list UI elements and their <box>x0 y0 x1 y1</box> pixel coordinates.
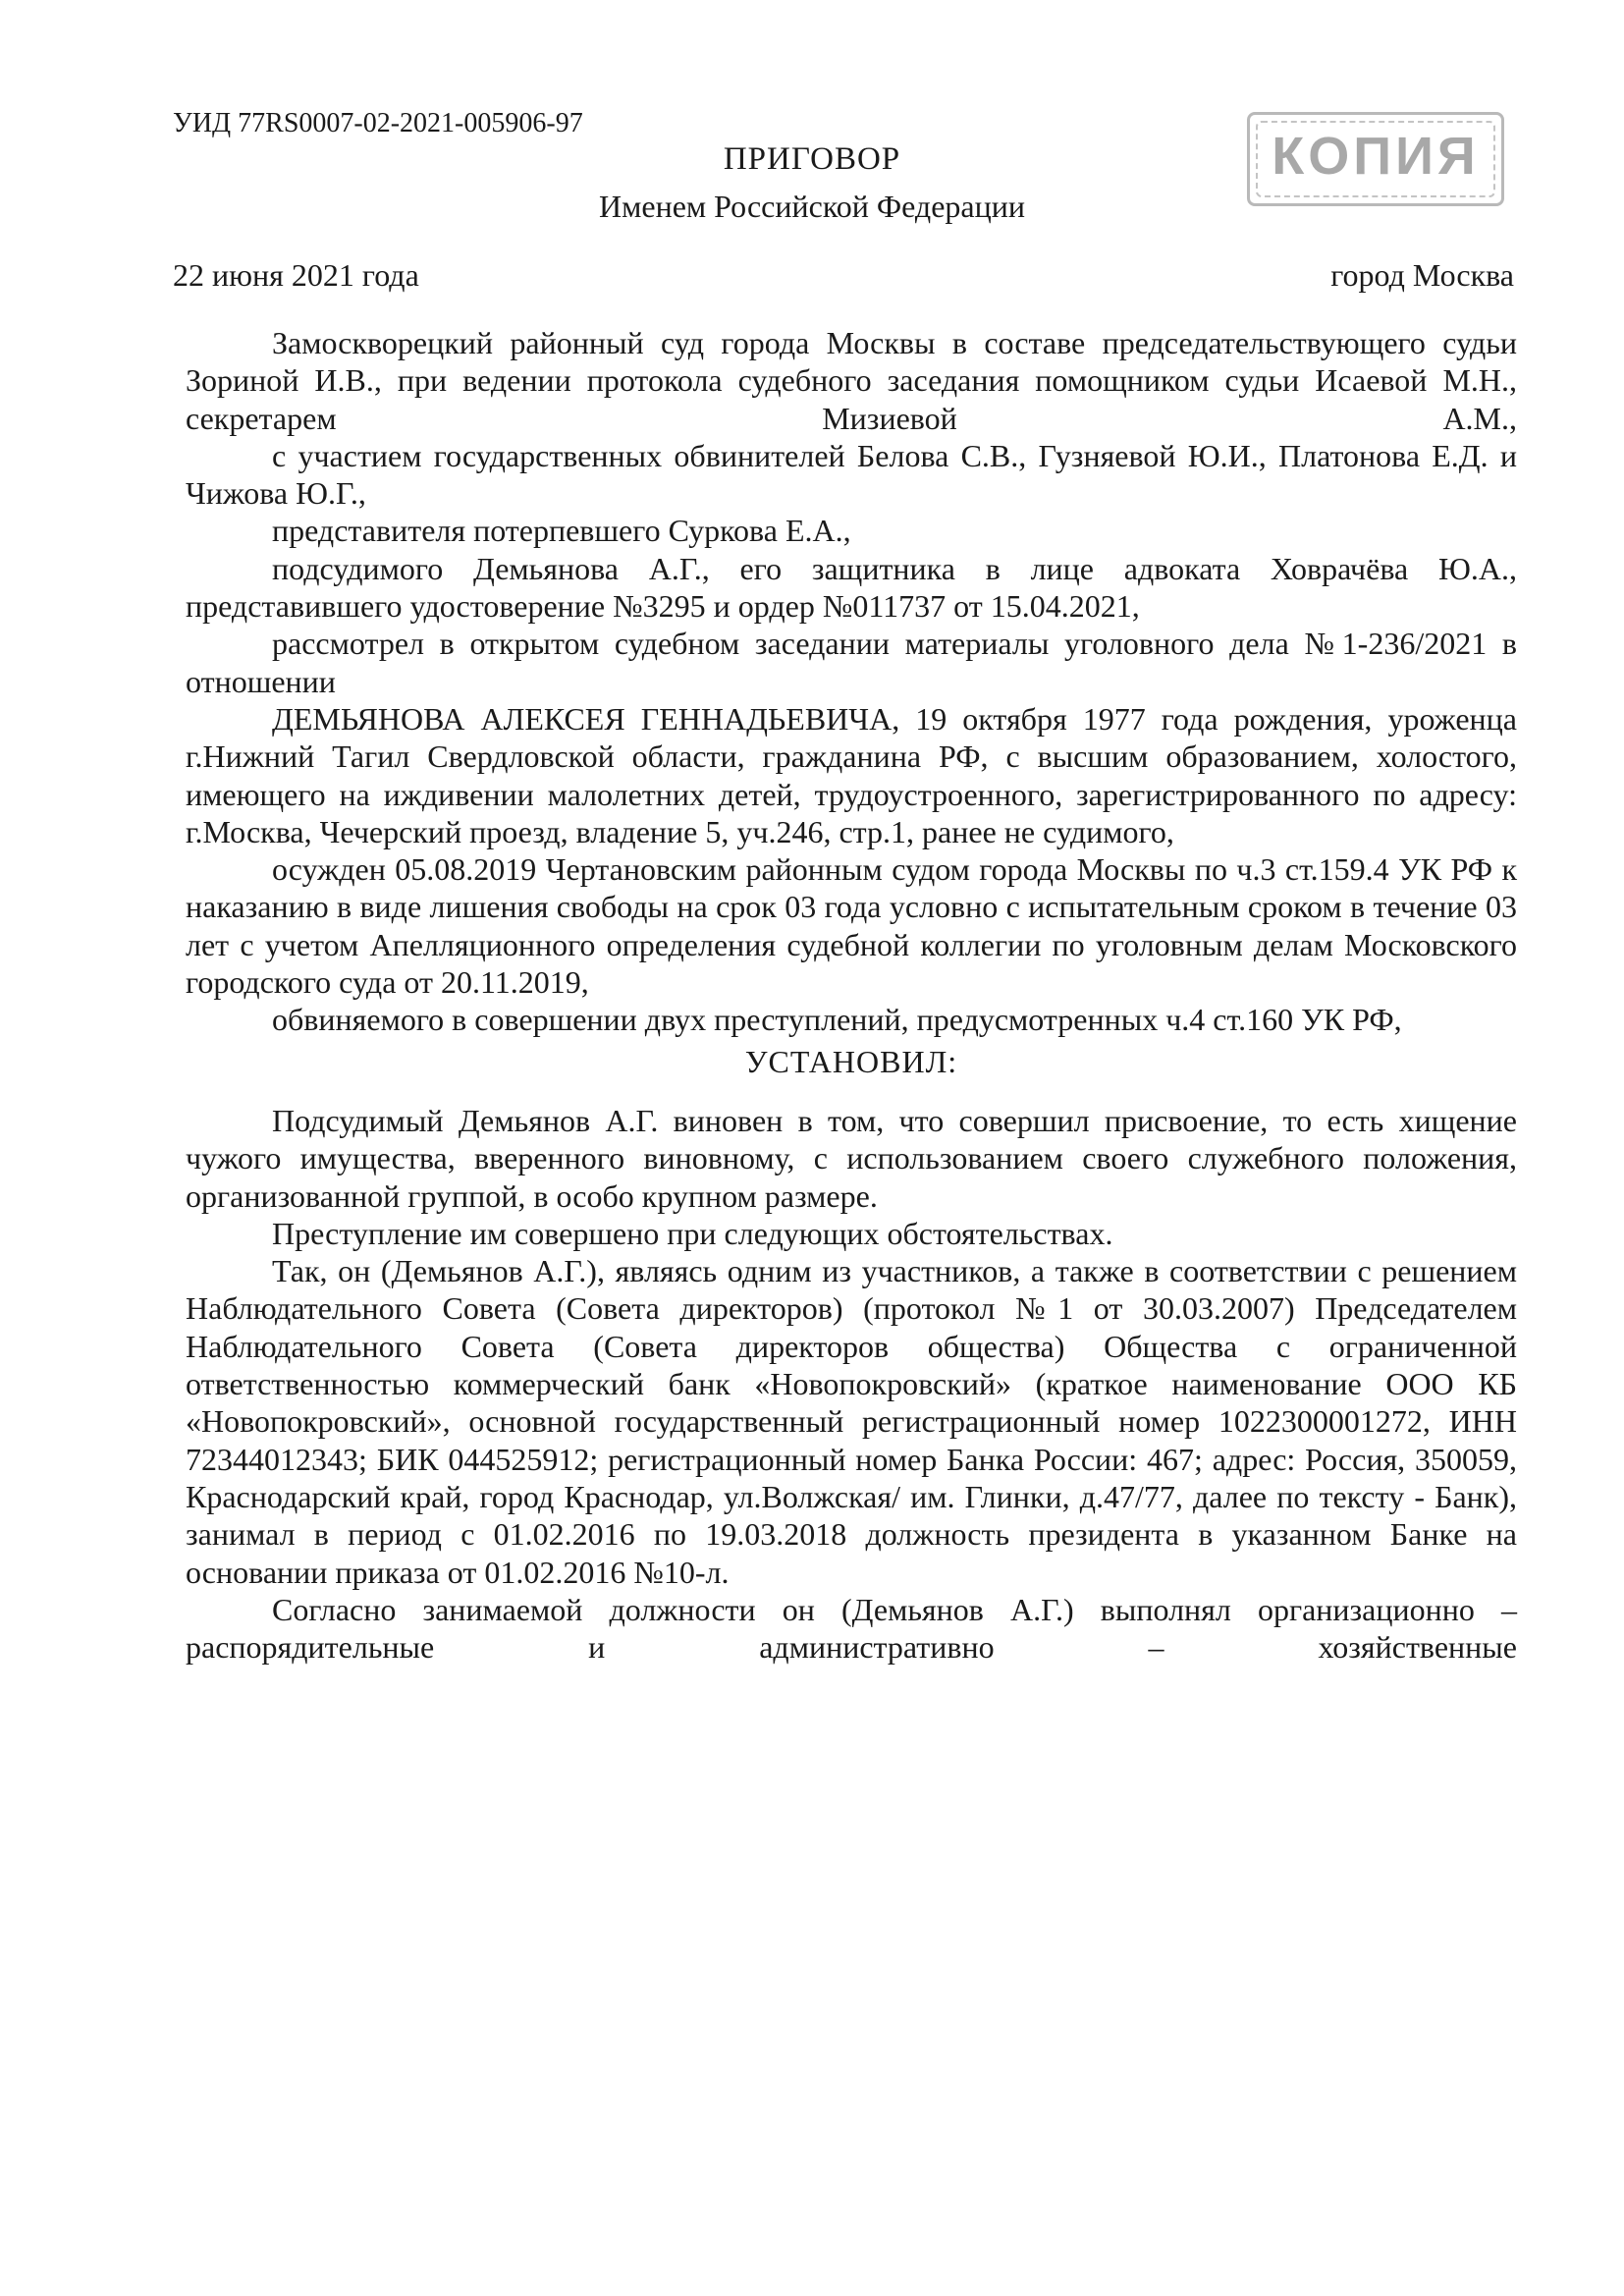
document-city: город Москва <box>1330 257 1514 293</box>
paragraph-case: рассмотрел в открытом судебном заседании материалы уголовного дела №1-236/2021 в отношении <box>186 626 1517 699</box>
paragraph-victim-rep: представителя потерпевшего Суркова Е.А., <box>272 513 851 549</box>
paragraph-guilt: Подсудимый Демьянов А.Г. виновен в том, что совершил присвоение, то есть хищение чужого имущества, вверенного виновному, с использованием своего служебного положения, организованной группой, в особо крупном размере. <box>186 1102 1517 1214</box>
stamp-word: КОПИЯ <box>1272 127 1480 186</box>
paragraph-prosecutors: с участием государственных обвинителей Белова С.В., Гузняевой Ю.И., Платонова Е.Д. и Чижова Ю.Г., <box>186 437 1517 512</box>
section-heading: УСТАНОВИЛ: <box>744 1043 958 1079</box>
document-title: ПРИГОВОР <box>723 141 901 177</box>
paragraph-bank-position: Так, он (Демьянов А.Г.), являясь одним из участников, а также в соответствии с решением Наблюдательного Совета (Совета директоров) (протокол №1 от 30.03.2007) Председателем Наблюдательного Совета (Совета директоров общества) Общества с ограниченной ответственностью коммерческий банк «Новопокровский» (краткое наименование ООО КБ «Новопокровский», основной государственный регистрационный номер 1022300001272, ИНН 72344012343; БИК 044525912; регистрационный номер Банка России: 467; адрес: Россия, 350059, Краснодарский край, город Краснодар, ул.Волжская/ им. Глинки, д.47/77, далее по тексту - Банк), занимал в период с 01.02.2016 по 19.03.2018 должность президента в указанном Банке на основании приказа от 01.02.2016 №10-л. <box>186 1253 1517 1590</box>
paragraph-prior-conviction: осужден 05.08.2019 Чертановским районным судом города Москвы по ч.3 ст.159.4 УК РФ к наказанию в виде лишения свободы на срок 03 года условно с испытательным сроком в течение 03 лет с учетом Апелляционного определения судебной коллегии по уголовным делам Московского городского суда от 20.11.2019, <box>186 851 1517 1001</box>
case-uid: УИД 77RS0007-02-2021-005906-97 <box>173 108 583 138</box>
document-subtitle: Именем Российской Федерации <box>599 189 1025 224</box>
paragraph-charges: обвиняемого в совершении двух преступлений, предусмотренных ч.4 ст.160 УК РФ, <box>272 1002 1402 1038</box>
paragraph-duties: Согласно занимаемой должности он (Демьянов А.Г.) выполнял организационно – распорядительные и административно – хозяйственные <box>186 1591 1517 1666</box>
document-body <box>186 324 1517 1666</box>
paragraph-defendant-lawyer: подсудимого Демьянова А.Г., его защитника в лице адвоката Ховрачёва Ю.А., представившего удостоверение №3295 и ордер №011737 от 15.04.2021, <box>186 550 1517 625</box>
paragraph-court: Замоскворецкий районный суд города Москвы в составе председательствующего судьи Зориной И.В., при ведении протокола судебного заседания помощником судьи Исаевой М.Н., секретарем Мизиевой А.М., <box>186 325 1517 436</box>
document-date: 22 июня 2021 года <box>173 257 419 293</box>
paragraph-circumstances: Преступление им совершено при следующих обстоятельствах. <box>272 1215 1113 1251</box>
paragraph-defendant-info: ДЕМЬЯНОВА АЛЕКСЕЯ ГЕННАДЬЕВИЧА, 19 октября 1977 года рождения, уроженца г.Нижний Тагил Свердловской области, гражданина РФ, с высшим образованием, холостого, имеющего на иждивении малолетних детей, трудоустроенного, зарегистрированного по адресу: г.Москва, Чечерский проезд, владение 5, уч.246, стр.1, ранее не судимого, <box>186 700 1517 849</box>
